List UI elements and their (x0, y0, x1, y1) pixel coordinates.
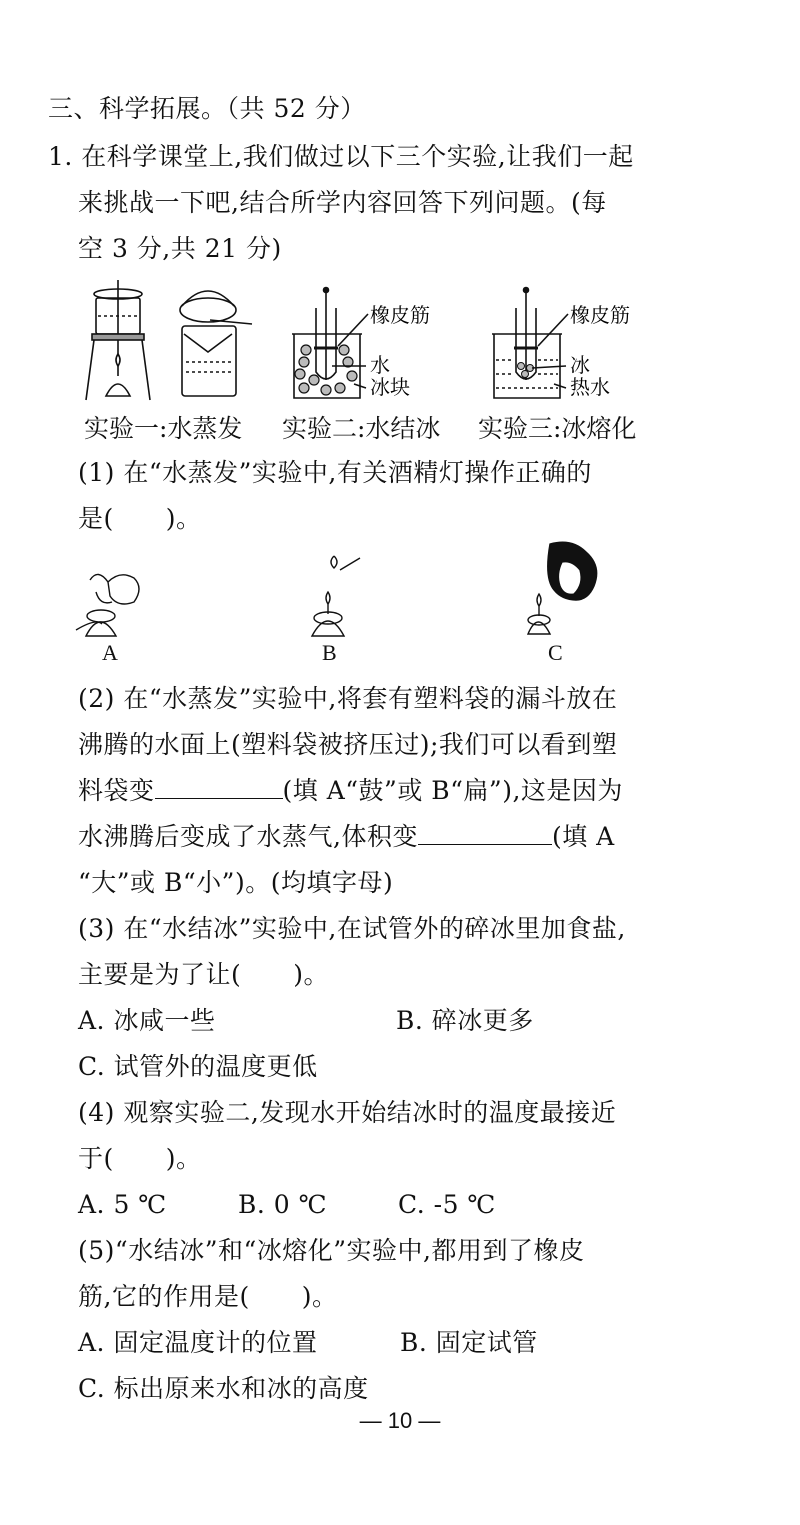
exp2-label-water: 水 (370, 353, 390, 377)
sub2-line-2: 沸腾的水面上(塑料袋被挤压过);我们可以看到塑 (78, 730, 618, 759)
sub5-option-a: A. 固定温度计的位置 (78, 1328, 318, 1357)
caption-experiment-2: 实验二:水结冰 (282, 414, 441, 443)
sub2-line-3 (78, 774, 623, 808)
sub3-option-a: A. 冰咸一些 (78, 1006, 216, 1035)
caption-experiment-1: 实验一:水蒸发 (84, 414, 243, 443)
experiment-1-figure (84, 276, 254, 406)
option-a-figure (72, 562, 152, 638)
experiment-3-figure (488, 284, 648, 406)
sub4-option-b: B. 0 ℃ (238, 1190, 328, 1219)
sub2-line-5: “大”或 B“小”)。(均填字母) (78, 868, 394, 897)
sub1-line2-post: )。 (165, 504, 202, 533)
sub2-blank-2[interactable] (418, 822, 552, 845)
sub2-line3-pre: 料袋变 (78, 776, 155, 805)
exp3-label-ice: 冰 (570, 353, 590, 377)
sub2-blank-1[interactable] (155, 776, 283, 799)
sub5-line2-post: )。 (301, 1282, 338, 1311)
sub1-line-2 (78, 502, 202, 536)
sub4-line-1: (4) 观察实验二,发现水开始结冰时的温度最接近 (78, 1098, 617, 1127)
option-b-figure (296, 548, 376, 638)
sub3-line-2 (78, 958, 329, 992)
sub2-line-4 (78, 820, 615, 854)
option-c-figure (510, 540, 610, 640)
sub5-line-1: (5)“水结冰”和“冰熔化”实验中,都用到了橡皮 (78, 1236, 585, 1265)
sub4-option-a: A. 5 ℃ (78, 1190, 167, 1219)
sub3-line2-post: )。 (293, 960, 330, 989)
option-a-label: A (102, 640, 118, 665)
experiment-2-figure (288, 284, 448, 406)
sub1-line-1: (1) 在“水蒸发”实验中,有关酒精灯操作正确的 (78, 458, 592, 487)
sub2-line-1: (2) 在“水蒸发”实验中,将套有塑料袋的漏斗放在 (78, 684, 618, 713)
sub5-option-b: B. 固定试管 (400, 1328, 538, 1357)
exp3-label-hot-water: 热水 (570, 375, 610, 399)
option-c-label: C (548, 640, 563, 665)
sub5-line-2 (78, 1280, 337, 1314)
sub3-option-b: B. 碎冰更多 (396, 1006, 534, 1035)
q1-stem-line-2: 来挑战一下吧,结合所学内容回答下列问题。(每 (78, 188, 607, 217)
q1-stem-line-1: 1. 在科学课堂上,我们做过以下三个实验,让我们一起 (48, 142, 634, 171)
sub5-option-c: C. 标出原来水和冰的高度 (78, 1374, 369, 1403)
sub4-option-c: C. -5 ℃ (398, 1190, 496, 1219)
sub3-line2-pre: 主要是为了让( (78, 960, 242, 989)
sub5-line2-pre: 筋,它的作用是( (78, 1282, 250, 1311)
section-title: 三、科学拓展。（共 52 分） (48, 94, 366, 123)
q1-stem-line-3: 空 3 分,共 21 分) (78, 234, 282, 263)
sub2-line3-post: (填 A“鼓”或 B“扁”),这是因为 (282, 776, 623, 805)
sub4-line-2 (78, 1142, 202, 1176)
exp3-label-rubber-band: 橡皮筋 (570, 303, 630, 327)
option-b-label: B (322, 640, 337, 665)
sub2-line4-pre: 水沸腾后变成了水蒸气,体积变 (78, 822, 418, 851)
sub3-line-1: (3) 在“水结冰”实验中,在试管外的碎冰里加食盐, (78, 914, 626, 943)
sub4-line2-pre: 于( (78, 1144, 114, 1173)
sub3-option-c: C. 试管外的温度更低 (78, 1052, 318, 1081)
sub2-line4-post: (填 A (551, 822, 615, 851)
caption-experiment-3: 实验三:冰熔化 (478, 414, 637, 443)
sub1-line2-pre: 是( (78, 504, 114, 533)
sub4-line2-post: )。 (165, 1144, 202, 1173)
exp2-label-ice: 冰块 (370, 375, 410, 399)
exp2-label-rubber-band: 橡皮筋 (370, 303, 430, 327)
page-number: — 10 — (359, 1408, 441, 1433)
